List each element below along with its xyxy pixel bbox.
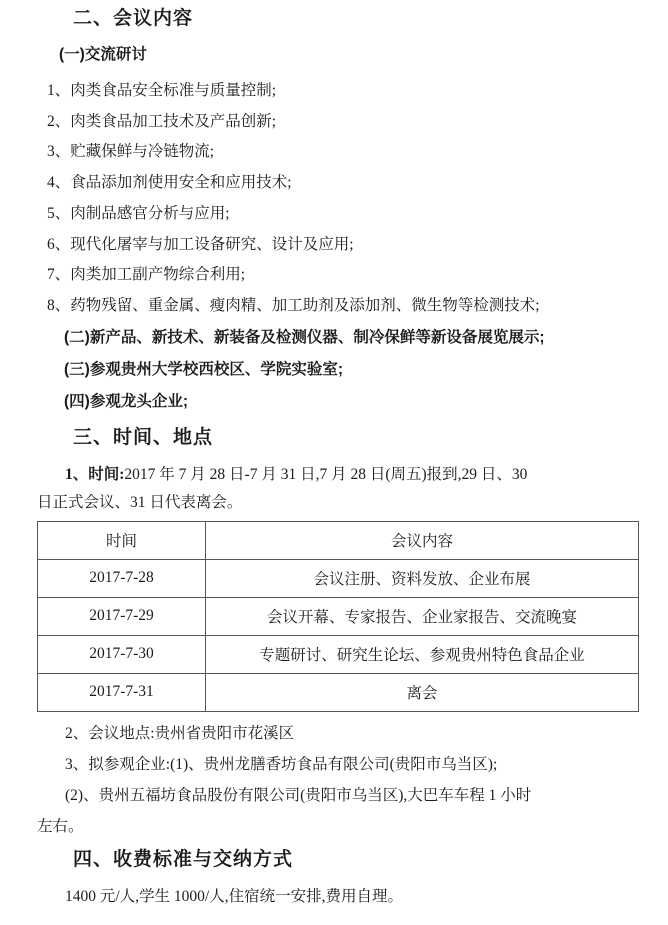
time-text: 2017 年 7 月 28 日-7 月 31 日,7 月 28 日(周五)报到,29 日、30: [124, 465, 528, 483]
discussion-topic-item: 1、肉类食品安全标准与质量控制;: [47, 82, 277, 99]
subsection-campus-visit-heading: (三)参观贵州大学校西校区、学院实验室;: [64, 360, 343, 378]
time-label: 1、时间:: [65, 465, 125, 483]
discussion-topic-item: 2、肉类食品加工技术及产品创新;: [47, 112, 277, 130]
visit-paragraph-line-1: [37, 749, 630, 780]
discussion-topic-item: 4、食品添加剂使用安全和应用技术;: [47, 174, 292, 192]
discussion-topic-item: 8、药物残留、重金属、瘦肉精、加工助剂及添加剂、微生物等检测技术;: [47, 296, 540, 314]
schedule-row: [38, 635, 639, 673]
schedule-date-cell: 2017-7-31: [38, 673, 206, 711]
schedule-row: [38, 559, 639, 597]
schedule-row: [38, 673, 639, 711]
schedule-date-cell: 2017-7-28: [38, 559, 206, 597]
section-4-heading: 四、收费标准与交纳方式: [73, 848, 294, 870]
schedule-table: [37, 521, 639, 712]
schedule-content-cell: 会议注册、资料发放、企业布展: [206, 559, 639, 597]
section-3-heading: 三、时间、地点: [73, 426, 214, 448]
location-and-visit-block: [37, 718, 630, 842]
subsection-enterprise-visit-heading: (四)参观龙头企业;: [64, 392, 188, 410]
visit-text: (1)、贵州龙膳香坊食品有限公司(贵阳市乌当区);: [170, 755, 498, 773]
schedule-header-time: 时间: [38, 521, 206, 559]
visit-paragraph-line-2: (2)、贵州五福坊食品股份有限公司(贵阳市乌当区),大巴车车程 1 小时: [65, 786, 532, 804]
discussion-topic-item: 7、肉类加工副产物综合利用;: [47, 266, 246, 284]
fee-paragraph: 1400 元/人,学生 1000/人,住宿统一安排,费用自理。: [65, 887, 403, 905]
schedule-content-cell: 离会: [206, 673, 639, 711]
time-paragraph-line-2: 日正式会议、31 日代表离会。: [37, 493, 243, 511]
subsection-exhibition-heading: (二)新产品、新技术、新装备及检测仪器、制冷保鲜等新设备展览展示;: [64, 328, 545, 346]
schedule-header-row: [38, 521, 639, 559]
schedule-date-cell: 2017-7-29: [38, 597, 206, 635]
location-paragraph: [37, 718, 630, 749]
location-label: 2、会议地点:: [65, 724, 155, 742]
discussion-topic-item: 3、贮藏保鲜与冷链物流;: [47, 143, 215, 161]
schedule-date-cell: 2017-7-30: [38, 635, 206, 673]
schedule-row: [38, 597, 639, 635]
visit-paragraph-line-3: 左右。: [37, 817, 84, 835]
section-2-heading: 二、会议内容: [73, 8, 194, 29]
schedule-content-cell: 会议开幕、专家报告、企业家报告、交流晚宴: [206, 597, 639, 635]
subsection-discussion-heading: (一)交流研讨: [59, 46, 147, 63]
location-text: 贵州省贵阳市花溪区: [154, 724, 295, 742]
time-paragraph-line-1: [37, 461, 630, 489]
discussion-topic-list: [37, 76, 630, 322]
visit-label: 3、拟参观企业:: [65, 755, 171, 773]
discussion-topic-item: 6、现代化屠宰与加工设备研究、设计及应用;: [47, 235, 354, 253]
schedule-header-content: 会议内容: [206, 521, 639, 559]
discussion-topic-item: 5、肉制品感官分析与应用;: [47, 204, 230, 222]
schedule-content-cell: 专题研讨、研究生论坛、参观贵州特色食品企业: [206, 635, 639, 673]
